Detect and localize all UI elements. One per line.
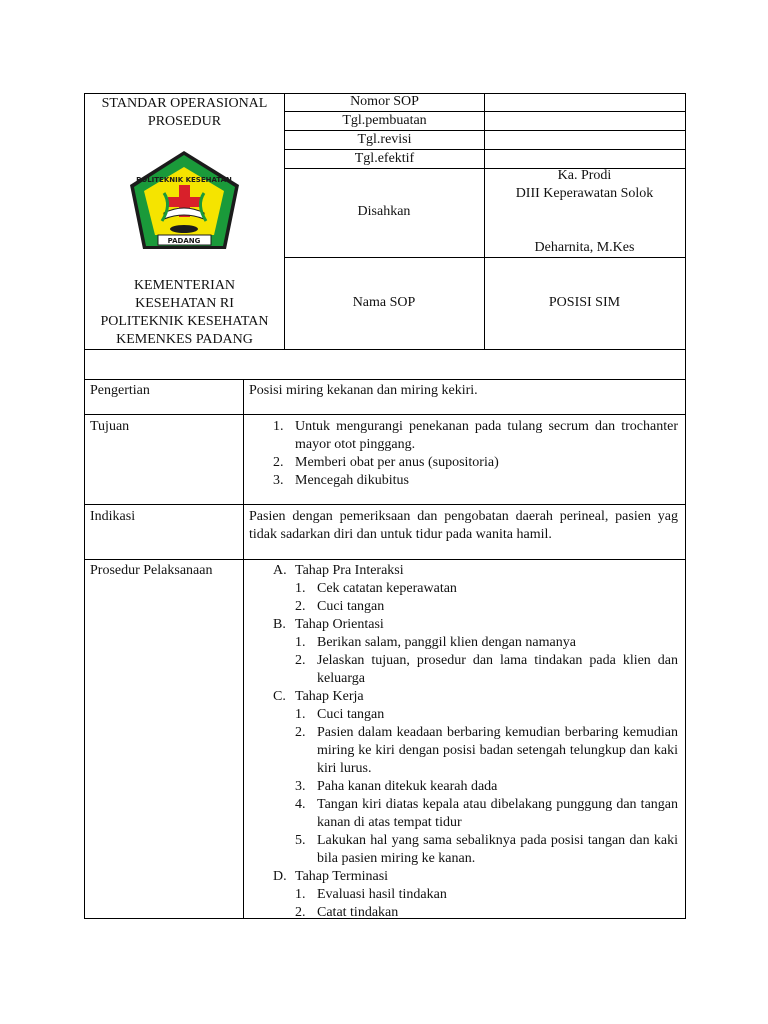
tujuan-list [273, 418, 678, 490]
body-column-divider [243, 380, 244, 919]
institution-line: POLITEKNIK KESEHATAN [100, 314, 269, 329]
prosedur-label: Prosedur Pelaksanaan [90, 563, 213, 578]
step-item: 1. Cuci tangan [295, 707, 385, 722]
stage-item: C. Tahap Kerja 1. Cuci tangan 2. Pasien dalam keadaan berbaring kemudian berbaring kemudian miring ke kiri dengan posisi badan setengah telungkup dan kaki kiri lurus. 3. Paha kanan ditekuk kearah dada 4. Tangan kiri diatas kepala atau dibelakang punggung dan tangan kanan di atas tempat tidur 5. Lakukan hal yang sama sebaliknya pada posisi tangan dan kaki bila pasien miring ke kanan. [273, 689, 678, 866]
row-tgl-revisi-value [485, 131, 686, 150]
indikasi-label: Indikasi [90, 509, 136, 524]
row-tgl-pembuatan-value [485, 112, 686, 131]
step-item: 5. Lakukan hal yang sama sebaliknya pada posisi tangan dan kaki bila pasien miring ke kanan. [295, 833, 678, 866]
row-tgl-revisi-label: Tgl.revisi [285, 131, 485, 150]
step-item: 2. Pasien dalam keadaan berbaring kemudian berbaring kemudian miring ke kiri dengan posisi badan setengah telungkup dan kaki kiri lurus. [295, 725, 678, 776]
list-item: 2. Memberi obat per anus (supositoria) [273, 455, 499, 470]
stage-steps [295, 706, 678, 868]
pengertian-text: Posisi miring kekanan dan miring kekiri. [249, 383, 478, 398]
stage-item: D. Tahap Terminasi 1. Evaluasi hasil tindakan 2. Catat tindakan [273, 868, 678, 922]
stage-steps [295, 886, 678, 922]
stage-title: Tahap Orientasi [295, 617, 384, 632]
logo-arc-text: POLITEKNIK KESEHATAN [136, 176, 232, 184]
approver-position: Ka. Prodi [557, 168, 612, 183]
poltekkes-logo [126, 149, 243, 253]
institution-block [86, 277, 283, 349]
disahkan-label: Disahkan [357, 204, 411, 219]
stage-steps [295, 580, 678, 616]
step-item: 2. Jelaskan tujuan, prosedur dan lama tindakan pada klien dan keluarga [295, 653, 678, 686]
row-nomor-sop-value [485, 93, 686, 112]
row-divider [84, 504, 686, 505]
row-tgl-pembuatan-label: Tgl.pembuatan [285, 112, 485, 131]
row-nomor-sop-label: Nomor SOP [285, 93, 485, 112]
stage-title: Tahap Terminasi [295, 869, 389, 884]
step-item: 4. Tangan kiri diatas kepala atau dibelakang punggung dan tangan kanan di atas tempat tidur [295, 797, 678, 830]
step-item: 1. Evaluasi hasil tindakan [295, 887, 447, 902]
step-item: 1. Cek catatan keperawatan [295, 581, 457, 596]
step-item: 3. Paha kanan ditekuk kearah dada [295, 779, 498, 794]
sop-left-column [84, 93, 285, 350]
row-divider [84, 414, 686, 415]
stage-title: Tahap Pra Interaksi [295, 563, 404, 578]
nama-sop-value: POSISI SIM [548, 295, 621, 310]
step-item: 1. Berikan salam, panggil klien dengan namanya [295, 635, 576, 650]
list-item: 3. Mencegah dikubitus [273, 473, 409, 488]
disahkan-approval-cell [485, 169, 686, 258]
nama-sop-label: Nama SOP [352, 295, 416, 310]
prosedur-stage-list [273, 562, 678, 922]
step-item: 2. Catat tindakan [295, 905, 399, 920]
stage-item: B. Tahap Orientasi 1. Berikan salam, panggil klien dengan namanya 2. Jelaskan tujuan, prosedur dan lama tindakan pada klien dan keluarga [273, 617, 678, 686]
nama-sop-label-cell [285, 258, 485, 350]
sop-title: STANDAR OPERASIONAL PROSEDUR [101, 96, 268, 129]
nama-sop-value-cell [485, 258, 686, 350]
logo-banner-text: PADANG [167, 237, 201, 245]
spacer-row [84, 350, 686, 380]
pengertian-label: Pengertian [90, 383, 150, 398]
row-divider [84, 559, 686, 560]
row-tgl-efektif-label: Tgl.efektif [285, 150, 485, 169]
step-item: 2. Cuci tangan [295, 599, 385, 614]
stage-item: A. Tahap Pra Interaksi 1. Cek catatan keperawatan 2. Cuci tangan [273, 562, 678, 616]
approver-unit: DIII Keperawatan Solok [515, 186, 654, 201]
tujuan-label: Tujuan [90, 419, 130, 434]
institution-line: KEMENKES PADANG [116, 332, 253, 347]
stage-steps [295, 634, 678, 688]
institution-line: KEMENTERIAN [133, 278, 236, 293]
stage-title: Tahap Kerja [295, 689, 364, 704]
disahkan-label-cell [285, 169, 485, 258]
institution-line: KESEHATAN RI [135, 296, 234, 311]
indikasi-text: Pasien dengan pemeriksaan dan pengobatan daerah perineal, pasien yag tidak sadarkan diri dan untuk tidur pada wanita hamil. [249, 509, 678, 542]
approver-name: Deharnita, M.Kes [534, 240, 635, 255]
list-item: 1. Untuk mengurangi penekanan pada tulang secrum dan trochanter mayor otot pinggang. [273, 419, 678, 452]
